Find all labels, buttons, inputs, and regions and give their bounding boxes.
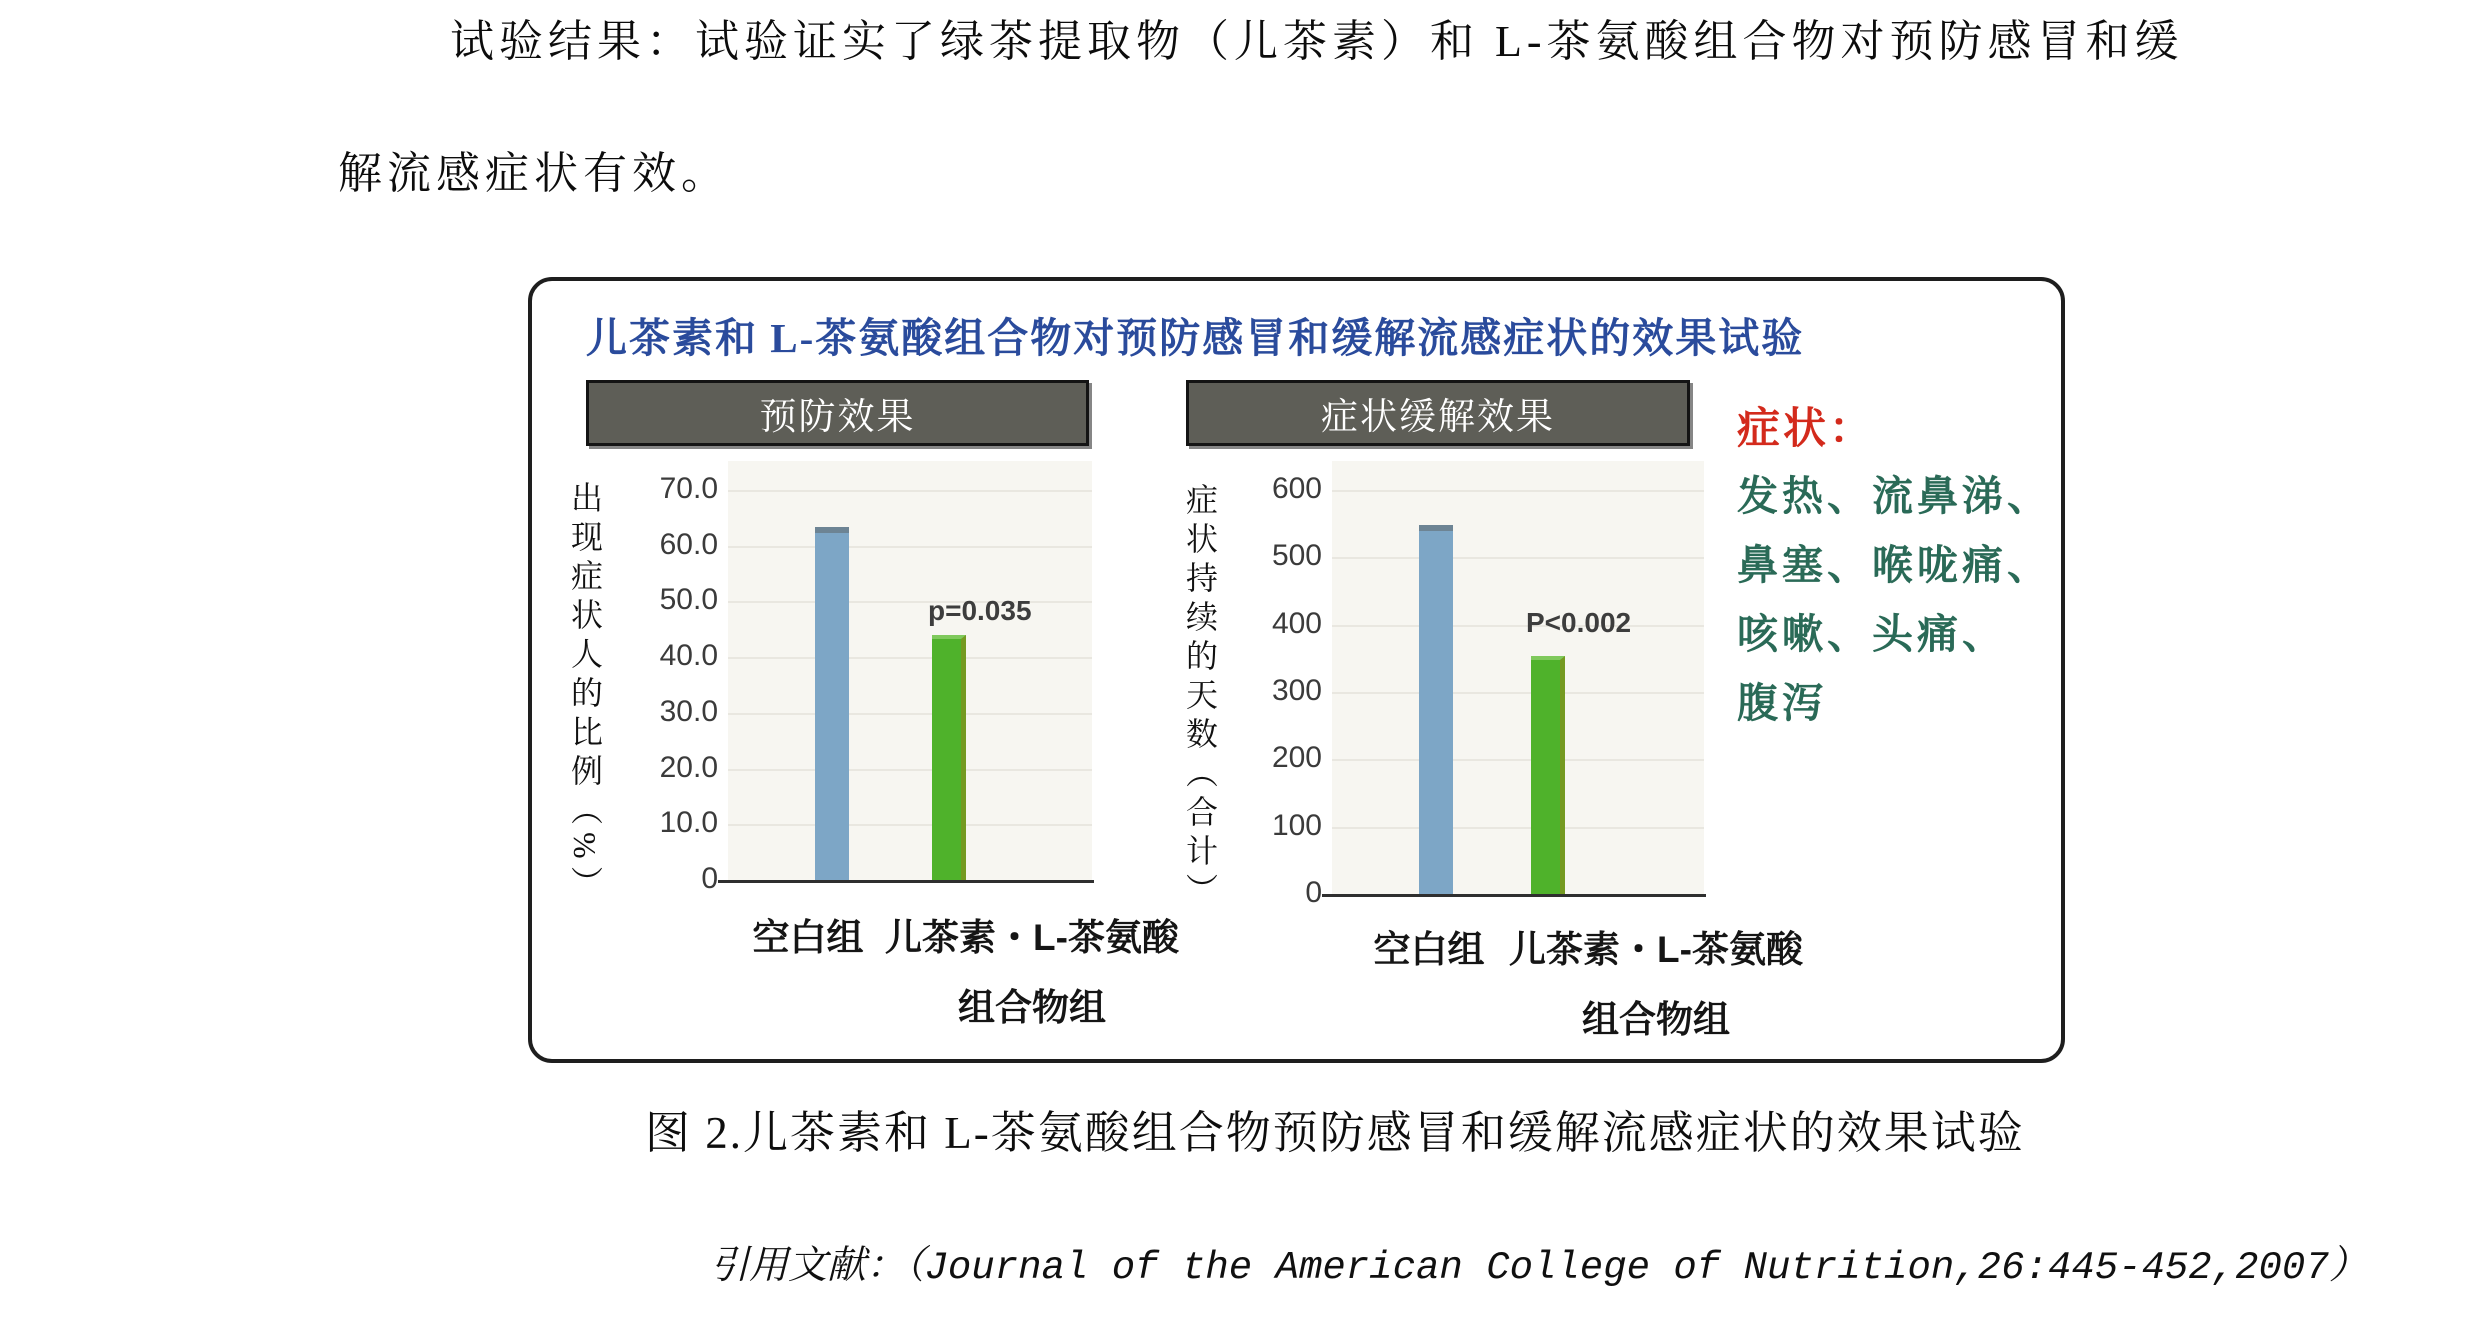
category-label: 儿茶素・L-茶氨酸 — [885, 917, 1179, 958]
citation-reference: 引用文献：（Journal of the American College of Nutrition,26:445-452,2007） — [710, 1246, 2368, 1290]
bar-control-group — [815, 527, 849, 880]
gridline — [728, 824, 1092, 826]
ytick-label: 100 — [1271, 808, 1322, 842]
gridline — [728, 601, 1092, 603]
gridline — [728, 490, 1092, 492]
symptoms-heading: 症状： — [1737, 406, 1875, 453]
x-axis-line — [718, 880, 1094, 883]
bar-control-group — [1419, 525, 1453, 894]
pvalue-annotation: p=0.035 — [928, 595, 1032, 626]
category-label: 组合物组 — [1582, 999, 1730, 1040]
ytick-label: 70.0 — [659, 472, 718, 505]
category-label: 组合物组 — [958, 987, 1106, 1028]
ytick-label: 60.0 — [659, 527, 718, 561]
figure-title: 儿茶素和 L-茶氨酸组合物对预防感冒和缓解流感症状的效果试验 — [586, 315, 1805, 361]
gridline — [1332, 625, 1704, 627]
category-label: 空白组 — [752, 917, 864, 958]
category-label: 儿茶素・L-茶氨酸 — [1509, 929, 1803, 970]
ytick-label: 30.0 — [659, 694, 718, 728]
figure-caption: 图 2.儿茶素和 L-茶氨酸组合物预防感冒和缓解流感症状的效果试验 — [645, 1108, 2025, 1158]
ytick-label: 20.0 — [659, 750, 718, 784]
x-axis-line — [1322, 894, 1706, 897]
body-text-line-1: 试验结果：试验证实了绿茶提取物（儿茶素）和 L-茶氨酸组合物对预防感冒和缓 — [450, 17, 2184, 66]
bar-combination-group — [1531, 656, 1565, 894]
y-axis-label: 出现症状人的比例（%） — [567, 481, 603, 905]
gridline — [728, 713, 1092, 715]
bar-combination-group — [932, 635, 966, 880]
category-label: 空白组 — [1373, 929, 1485, 970]
pvalue-annotation: P<0.002 — [1526, 607, 1632, 638]
ytick-label: 50.0 — [659, 583, 718, 617]
gridline — [728, 546, 1092, 548]
ytick-label: 600 — [1271, 472, 1322, 505]
gridline — [1332, 759, 1704, 761]
symptom-line: 鼻塞、喉咙痛、 — [1737, 542, 2052, 588]
gridline — [1332, 557, 1704, 559]
panel-header-symptom-relief: 症状缓解效果 — [1186, 380, 1690, 446]
plot-area — [1332, 461, 1704, 894]
symptom-line: 发热、流鼻涕、 — [1737, 473, 2052, 519]
ytick-label: 500 — [1271, 539, 1322, 573]
ytick-label: 40.0 — [659, 639, 718, 673]
gridline — [1332, 490, 1704, 492]
gridline — [728, 657, 1092, 659]
ytick-label: 10.0 — [659, 806, 718, 840]
plot-area — [728, 461, 1092, 880]
symptom-line: 腹泻 — [1737, 680, 1827, 726]
ytick-label: 300 — [1271, 674, 1322, 707]
gridline — [1332, 692, 1704, 694]
y-axis-label: 症状持续的天数（合计） — [1182, 483, 1218, 912]
gridline — [728, 769, 1092, 771]
gridline — [1332, 827, 1704, 829]
panel-header-prevention: 预防效果 — [586, 380, 1089, 446]
ytick-label: 0 — [1305, 876, 1322, 909]
ytick-label: 400 — [1271, 606, 1322, 640]
symptom-line: 咳嗽、头痛、 — [1737, 611, 2007, 657]
ytick-label: 0 — [701, 862, 718, 895]
ytick-label: 200 — [1271, 741, 1322, 775]
figure-frame — [528, 277, 2065, 1063]
body-text-line-2: 解流感症状有效。 — [338, 149, 730, 198]
